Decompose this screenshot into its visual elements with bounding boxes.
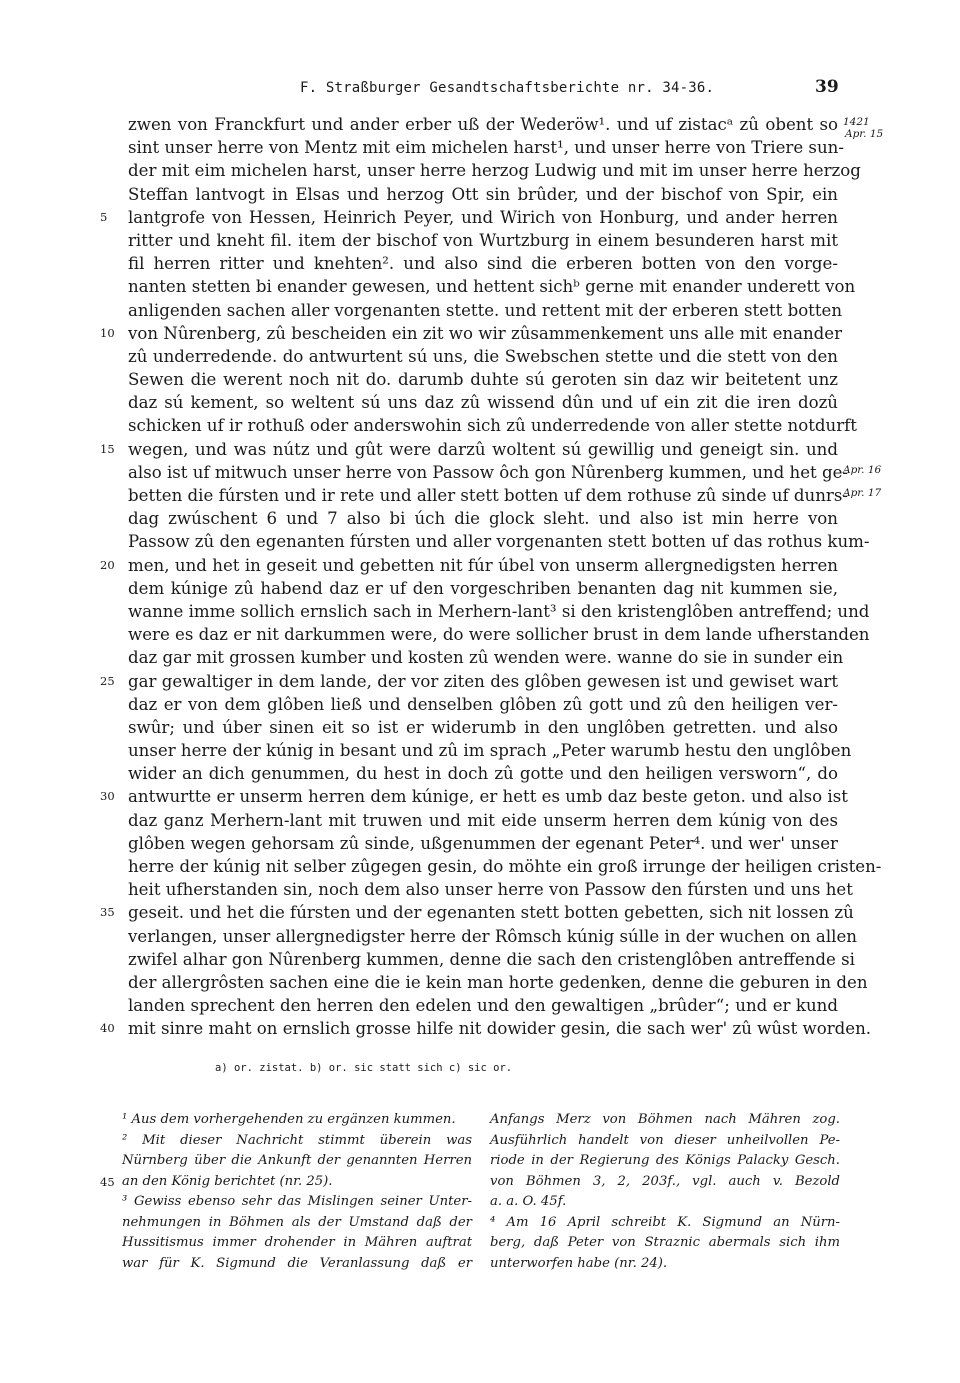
- text-line: [0, 948, 960, 971]
- text-line: [0, 855, 960, 878]
- footnotes-right-column: [490, 1110, 840, 1274]
- footnote-line: a. a. O. 45f.: [490, 1194, 567, 1209]
- text-line: [0, 159, 960, 182]
- margin-date-note: [843, 464, 903, 476]
- text-line: [0, 785, 960, 808]
- line-text: dem kúnige zû habend daz er uf den vorgeschriben benanten dag nit kummen sie,: [128, 578, 838, 598]
- text-line: [0, 925, 960, 948]
- page-header: [0, 77, 960, 100]
- text-line: [0, 971, 960, 994]
- text-line: [0, 136, 960, 159]
- line-text: der allergrôsten sachen eine die ie kein man horte gedenken, denne die geburen in den: [128, 972, 868, 992]
- text-line: [0, 1017, 960, 1040]
- text-line: [0, 438, 960, 461]
- margin-date: Apr. 15: [845, 128, 884, 140]
- line-text: Steffan lantvogt in Elsas und herzog Ott sin brûder, und der bischof von Spir, ein: [128, 184, 838, 204]
- line-text: antwurtte er unserm herren dem kúnige, er hett es umb daz beste geton. und also ist: [128, 787, 848, 807]
- text-line: [0, 345, 960, 368]
- text-line: [0, 739, 960, 762]
- line-number: 10: [100, 325, 115, 340]
- line-text: also ist uf mitwuch unser herre von Passow ôch gon Nûrenberg kummen, und het ge-: [128, 462, 849, 482]
- text-line: [0, 693, 960, 716]
- line-text: gar gewaltiger in dem lande, der vor ziten des glôben gewesen ist und gewiset wart: [128, 671, 838, 691]
- line-text: Passow zû den egenanten fúrsten und aller vorgenanten stett botten uf das rothus kum-: [128, 532, 870, 552]
- line-text: wanne imme sollich ernslich sach in Merhern-lant³ si den kristenglôben antreffend; und: [128, 601, 870, 621]
- line-text: daz ganz Merhern-lant mit truwen und mit eide unserm herren dem kúnig von des: [128, 810, 838, 830]
- line-text: ritter und kneht fil. item der bischof von Wurtzburg in einem besunderen harst mit: [128, 230, 838, 250]
- text-line: [0, 716, 960, 739]
- line-number: 30: [100, 789, 115, 804]
- text-line: [0, 183, 960, 206]
- line-text: zû underredende. do antwurtent sú uns, die Swebschen stette und die stett von den: [128, 346, 838, 366]
- text-line: [0, 507, 960, 530]
- line-number: 5: [100, 209, 108, 224]
- line-text: geseit. und het die fúrsten und der egenanten stett botten gebetten, sich nit lossen zû: [128, 903, 854, 923]
- text-line: [0, 994, 960, 1017]
- text-line: [0, 577, 960, 600]
- text-line: [0, 670, 960, 693]
- text-line: [0, 901, 960, 924]
- text-line: [0, 206, 960, 229]
- footnote-line: unterworfen habe (nr. 24).: [490, 1255, 668, 1271]
- line-number: 35: [100, 905, 115, 920]
- footnote-line: berg, daß Peter von Straznic abermals sich ihm: [490, 1235, 840, 1250]
- line-text: were es daz er nit darkummen were, do were sollicher brust in dem lande ufherstanden: [128, 625, 870, 645]
- margin-date: 1421: [843, 116, 870, 128]
- text-line: [0, 461, 960, 484]
- line-text: von Nûrenberg, zû bescheiden ein zit wo wir zûsammenkement uns alle mit enander: [128, 323, 843, 343]
- margin-date-note: [843, 487, 903, 499]
- line-text: der mit eim michelen harst, unser herre herzog Ludwig und mit im unser herre herzog: [128, 161, 861, 181]
- text-line: [0, 113, 960, 140]
- text-line: [0, 414, 960, 437]
- footnote-line: von Böhmen 3, 2, 203f., vgl. auch v. Bezold: [490, 1173, 840, 1189]
- footnote-line: riode in der Regierung des Königs Palacky Gesch.: [490, 1153, 840, 1168]
- running-head: F. Straßburger Gesandtschaftsberichte nr. 34-36.: [300, 80, 715, 96]
- line-number: 20: [100, 557, 115, 572]
- line-text: schicken uf ir rothuß oder anderswohin sich zû underredende von aller stette notdurft: [128, 416, 857, 436]
- footnote-line: nehmungen in Böhmen als der Umstand daß der: [122, 1214, 472, 1230]
- page-number: 39: [815, 77, 839, 97]
- line-number: 25: [100, 673, 115, 688]
- text-line: [0, 809, 960, 832]
- line-text: swûr; und úber sinen eit so ist er widerumb in den unglôben getretten. und also: [128, 717, 838, 737]
- line-text: anligenden sachen aller vorgenanten stette. und rettent mit der erberen stett botten: [128, 300, 843, 320]
- line-text: unser herre der kúnig in besant und zû im sprach „Peter warumb hestu den unglôben: [128, 741, 852, 761]
- line-text: heit ufherstanden sin, noch dem also unser herre von Passow den fúrsten und uns het: [128, 880, 853, 900]
- text-line: [0, 229, 960, 252]
- text-line: [0, 832, 960, 855]
- line-text: daz gar mit grossen kumber und kosten zû wenden were. wanne do sie in sunder ein: [128, 648, 844, 668]
- text-line: [0, 530, 960, 553]
- footnote-line: ¹ Aus dem vorhergehenden zu ergänzen kummen.: [122, 1112, 456, 1127]
- line-text: mit sinre maht on ernslich grosse hilfe nit dowider gesin, die sach wer' zû wûst worden.: [128, 1019, 872, 1039]
- text-line: [0, 554, 960, 577]
- margin-date: Apr. 17: [843, 487, 882, 499]
- footnote-line: Ausführlich handelt von dieser unheilvollen Pe-: [490, 1132, 840, 1148]
- line-text: fil herren ritter und knehten². und also sind die erberen botten von den vorge-: [128, 254, 838, 274]
- text-line: [0, 623, 960, 646]
- margin-date: Apr. 16: [843, 463, 882, 476]
- footnote-line: ³ Gewiss ebenso sehr das Mislingen seiner Unter-: [122, 1194, 472, 1209]
- text-line: [0, 484, 960, 507]
- line-text: landen sprechent den herren den edelen und den gewaltigen „brûder“; und er kund: [128, 996, 838, 1016]
- line-text: dag zwúschent 6 und 7 also bi úch die glock sleht. und also ist min herre von: [128, 509, 838, 529]
- text-line: [0, 322, 960, 345]
- line-text: glôben wegen gehorsam zû sinde, ußgenummen der egenant Peter⁴. und wer' unser: [128, 833, 838, 853]
- line-number: 45: [100, 1174, 115, 1189]
- footnote-line: ⁴ Am 16 April schreibt K. Sigmund an Nürn-: [490, 1214, 840, 1230]
- line-text: nanten stetten bi enander gewesen, und hettent sichᵇ gerne mit enander underett von: [128, 277, 856, 297]
- footnote-line: war für K. Sigmund die Veranlassung daß er: [122, 1255, 472, 1271]
- line-text: wider an dich genummen, du hest in doch zû gotte und den heiligen versworn“, do: [128, 764, 838, 784]
- line-text: zwifel alhar gon Nûrenberg kummen, denne die sach den cristenglôben antreffende si: [128, 949, 855, 969]
- line-text: wegen, und was nútz und gût were darzû woltent sú gewillig und geneigt sin. und: [128, 439, 838, 459]
- line-text: herre der kúnig nit selber zûgegen gesin, do möhte ein groß irrunge der heiligen cristen-: [128, 857, 882, 876]
- line-text: zwen von Franckfurt und ander erber uß der Wederöw¹. und uf zistacᵃ zû obent so: [128, 115, 838, 134]
- text-line: [0, 299, 960, 322]
- line-text: Sewen die werent noch nit do. darumb duhte sú geroten sin daz wir beitetent unz: [128, 370, 838, 390]
- footnote-line: Hussitismus immer drohender in Mähren auftrat: [122, 1235, 472, 1250]
- text-line: [0, 600, 960, 623]
- text-line: [0, 878, 960, 901]
- line-text: daz er von dem glôben ließ und denselben glôben zû gott und zû den heiligen ver-: [128, 694, 838, 714]
- text-line: [0, 252, 960, 275]
- line-text: men, und het in geseit und gebetten nit fúr úbel von unserm allergnedigsten herren: [128, 555, 838, 575]
- line-number: 15: [100, 441, 115, 456]
- text-line: [0, 275, 960, 298]
- text-line: [0, 646, 960, 669]
- footnote-line: Nürnberg über die Ankunft der genannten Herren: [122, 1153, 472, 1168]
- footnote-line: an den König berichtet (nr. 25).: [122, 1173, 333, 1189]
- main-text: [0, 113, 960, 1041]
- line-number: 40: [100, 1021, 115, 1036]
- text-line: [0, 762, 960, 785]
- text-line: [0, 391, 960, 414]
- line-text: lantgrofe von Hessen, Heinrich Peyer, und Wirich von Honburg, und ander herren: [128, 207, 838, 227]
- critical-apparatus: a) or. zistat. b) or. sic statt sich c) sic or.: [215, 1062, 513, 1074]
- line-text: verlangen, unser allergnedigster herre der Rômsch kúnig súlle in der wuchen on allen: [128, 926, 857, 946]
- footnotes-left-column: [122, 1110, 472, 1274]
- line-text: daz sú kement, so weltent sú uns daz zû wissend dûn und uf ein zit die iren dozû: [128, 393, 838, 413]
- line-text: sint unser herre von Mentz mit eim michelen harst¹, und unser herre von Triere sun-: [128, 138, 844, 158]
- footnote-line: Anfangs Merz von Böhmen nach Mähren zog.: [490, 1112, 840, 1127]
- line-text: betten die fúrsten und ir rete und aller stett botten uf dem rothuse zû sinde uf dunrs-: [128, 486, 848, 505]
- text-line: [0, 368, 960, 391]
- footnote-line: ² Mit dieser Nachricht stimmt überein was: [122, 1132, 472, 1148]
